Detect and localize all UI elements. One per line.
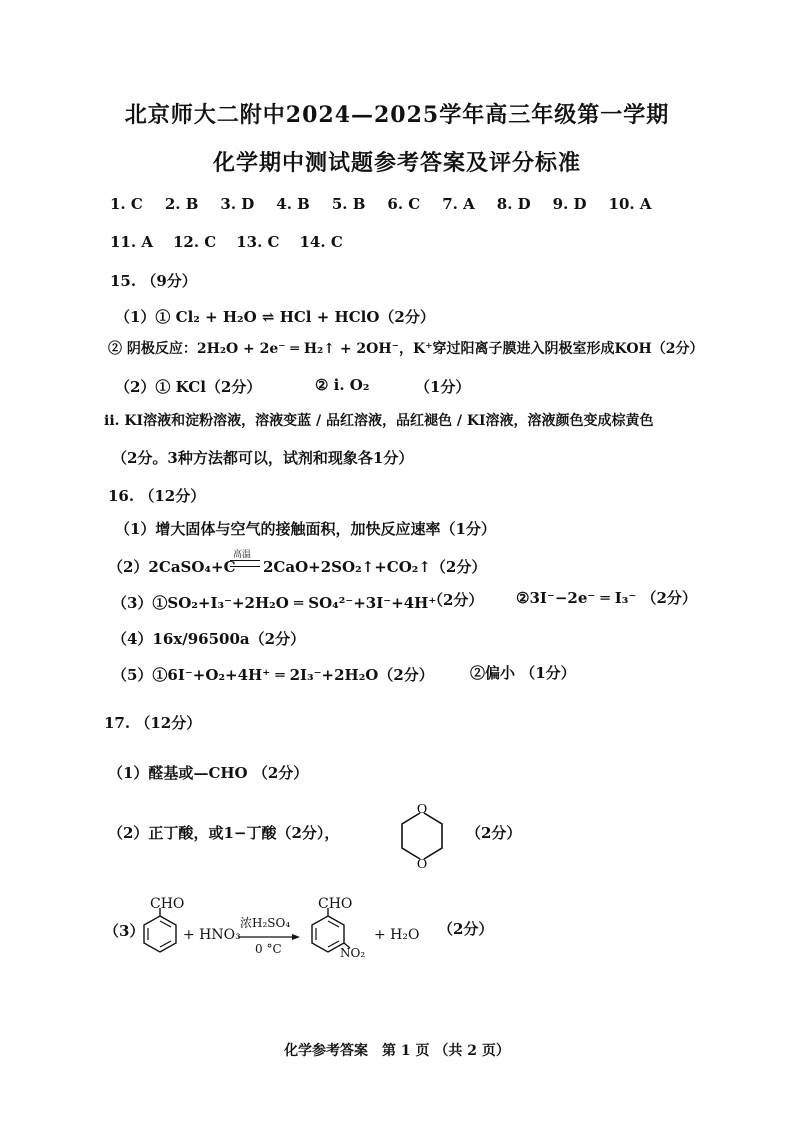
dioxane-structure xyxy=(392,796,452,876)
q15-line-3c: （1分） xyxy=(415,378,471,396)
q16-heading: 16. （12分） xyxy=(108,487,206,505)
mc-answer: 1. C xyxy=(110,195,143,213)
condition-top: 浓H₂SO₄ xyxy=(240,916,291,930)
document-subtitle: 化学期中测试题参考答案及评分标准 xyxy=(212,150,581,176)
mc-answer: 12. C xyxy=(172,233,217,251)
q15-heading: 15. （9分） xyxy=(110,272,197,290)
q16-line-5b: ②偏小 （1分） xyxy=(470,664,576,682)
mc-answer: 10. A xyxy=(608,195,652,213)
q16-line-3a: （3）①SO₂+I₃⁻+2H₂O ═ SO₄²⁻+3I⁻+4H⁺ xyxy=(112,594,437,612)
q16-line-1: （1）增大固体与空气的接触面积，加快反应速率（1分） xyxy=(115,520,496,538)
oxygen-label: O xyxy=(416,857,428,872)
q17-line-3-label: （3） xyxy=(104,922,145,940)
q17-line-2a: （2）正丁酸，或1−丁酸（2分）， xyxy=(108,824,340,842)
condition-bottom: 0 °C xyxy=(255,942,282,956)
q16-condition: 高温 xyxy=(233,550,252,560)
q15-line-2: ② 阴极反应：2H₂O + 2e⁻ ═ H₂↑ + 2OH⁻，K⁺穿过阳离子膜进入阴极室形成KOH（2分） xyxy=(108,341,704,357)
page-footer: 化学参考答案 第 1 页 （共 2 页） xyxy=(284,1043,510,1059)
q15-line-3a: （2）① KCl（2分） xyxy=(115,378,262,396)
q15-line-4: ii. KI溶液和淀粉溶液，溶液变蓝 / 品红溶液，品红褪色 / KI溶液，溶液颜色变成棕黄色 xyxy=(104,413,654,429)
cho-label: CHO xyxy=(318,896,353,912)
q17-heading: 17. （12分） xyxy=(104,714,202,732)
mc-answers-row-2 xyxy=(110,233,363,251)
q16-line-3b: （2分） xyxy=(428,591,484,609)
mc-answer: 2. B xyxy=(164,195,199,213)
q16-line-5a: （5）①6I⁻+O₂+4H⁺ ═ 2I₃⁻+2H₂O（2分） xyxy=(112,666,434,684)
document-title: 北京师大二附中2024—2025学年高三年级第一学期 xyxy=(124,102,670,128)
q15-line-5: （2分。3种方法都可以，试剂和现象各1分） xyxy=(112,449,414,467)
mc-answer: 7. A xyxy=(442,195,475,213)
q17-line-1: （1）醛基或—CHO （2分） xyxy=(108,764,309,782)
cho-label: CHO xyxy=(150,896,185,912)
q15-line-1: （1）① Cl₂ + H₂O ⇌ HCl + HClO（2分） xyxy=(115,308,435,326)
mc-answer: 9. D xyxy=(552,195,587,213)
q16-line-3c: ②3I⁻−2e⁻ ═ I₃⁻ （2分） xyxy=(516,589,697,607)
no2-label: NO₂ xyxy=(340,946,366,960)
mc-answer: 3. D xyxy=(220,195,255,213)
q16-line-2b: 2CaO+2SO₂↑+CO₂↑（2分） xyxy=(263,558,487,576)
q17-line-3-score: （2分） xyxy=(438,920,494,938)
q16-line-4: （4）16x/96500a（2分） xyxy=(112,630,306,648)
mc-answers-row-1 xyxy=(110,195,674,213)
mc-answer: 11. A xyxy=(110,233,153,251)
mc-answer: 5. B xyxy=(331,195,366,213)
q16-equals-sign xyxy=(230,560,260,567)
hno3-reagent: + HNO₃ xyxy=(183,927,241,943)
reaction-arrow xyxy=(238,932,300,942)
q16-line-2a: （2）2CaSO₄+C xyxy=(108,558,236,576)
mc-answer: 14. C xyxy=(299,233,343,251)
h2o-product: + H₂O xyxy=(374,927,420,943)
oxygen-label: O xyxy=(416,802,428,817)
q17-line-2b: （2分） xyxy=(466,824,522,842)
q15-line-3b: ② i. O₂ xyxy=(315,376,370,394)
mc-answer: 13. C xyxy=(236,233,280,251)
mc-answer: 4. B xyxy=(276,195,310,213)
mc-answer: 6. C xyxy=(387,195,421,213)
mc-answer: 8. D xyxy=(496,195,531,213)
